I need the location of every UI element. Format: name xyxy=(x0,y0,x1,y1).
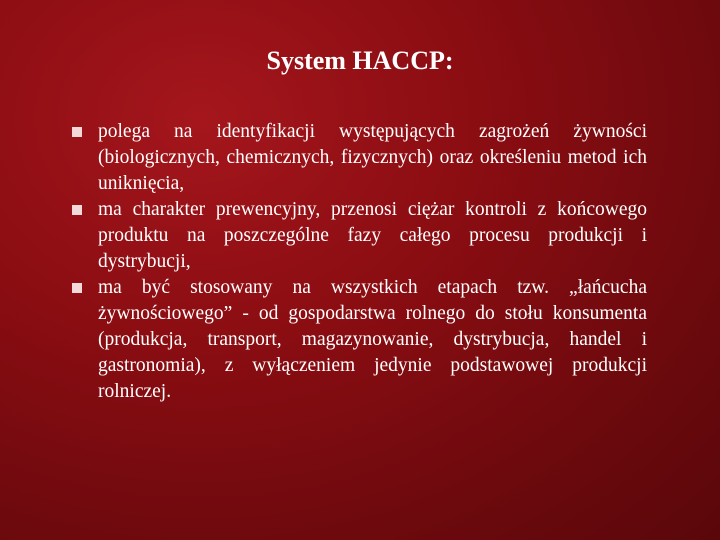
bullet-item xyxy=(72,197,647,275)
bullet-list xyxy=(72,119,647,405)
square-bullet-icon xyxy=(72,127,82,137)
slide-title: System HACCP: xyxy=(266,46,454,75)
square-bullet-icon xyxy=(72,283,82,293)
bullet-text: ma być stosowany na wszystkich etapach tzw. „łańcucha żywnościowego” - od gospodarstwa rolnego do stołu konsumenta (produkcja, transport, magazynowanie, dystrybucja, handel i gastronomia), z wyłączeniem jedynie podstawowej produkcji rolniczej. xyxy=(98,277,647,402)
bullet-item xyxy=(72,119,647,197)
bullet-text: polega na identyfikacji występujących zagrożeń żywności (biologicznych, chemicznych, fizycznych) oraz określeniu metod ich uniknięcia, xyxy=(98,121,647,194)
square-bullet-icon xyxy=(72,205,82,215)
bullet-item xyxy=(72,275,647,405)
bullet-text: ma charakter prewencyjny, przenosi ciężar kontroli z końcowego produktu na poszczególne fazy całego procesu produkcji i dystrybucji, xyxy=(98,199,647,272)
